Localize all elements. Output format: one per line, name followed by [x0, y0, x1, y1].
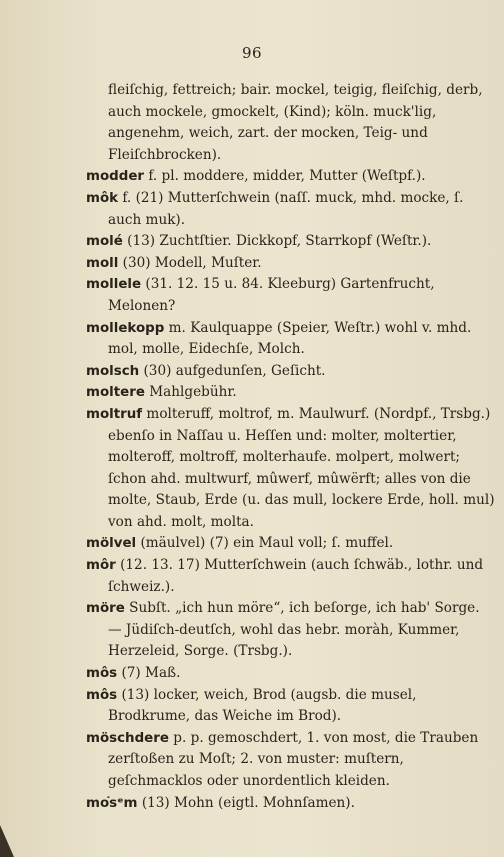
entry-text: fleiſchig, fettreich; bair. mockel, teigig, fleiſchig, derb, auch mockele, gmockelt, (Kind); köln. muck'lig, angenehm, weich, zart. der mocken, Teig- und Fleiſchbrocken). — [108, 82, 483, 163]
entry-headword: modder — [86, 169, 145, 185]
entry-text: Mahlgebühr. — [144, 384, 237, 401]
entry-text: (13) locker, weich, Brod (augsb. die musel, Brodkrume, das Weiche im Brod). — [108, 686, 417, 725]
entry-text: (13) Zuchtſtier. Dickkopf, Starrkopf (Weſtr.). — [122, 233, 432, 250]
entry-text: (7) Maß. — [117, 665, 181, 682]
dictionary-entry — [86, 188, 496, 231]
entry-text: f. pl. moddere, midder, Mutter (Weſtpf.). — [144, 168, 426, 185]
dictionary-entry — [86, 685, 496, 728]
entry-text: (13) Mohn (eigtl. Mohnſamen). — [137, 794, 355, 811]
entry-headword: molé — [86, 234, 123, 250]
dictionary-entry — [86, 728, 496, 793]
entry-headword: moll — [86, 255, 119, 271]
entry-headword: môr — [86, 558, 116, 574]
dictionary-entry — [86, 598, 496, 663]
dictionary-entry — [86, 555, 496, 598]
entry-headword: molsch — [86, 363, 140, 379]
dictionary-entry — [86, 253, 496, 275]
dictionary-entry — [86, 533, 496, 555]
entry-headword: mölvel — [86, 536, 137, 552]
page-corner-mark — [0, 807, 30, 857]
dictionary-entry — [86, 80, 496, 166]
entry-headword: mollele — [86, 277, 142, 293]
entry-headword: möschdere — [86, 730, 169, 746]
entry-text: (30) aufgedunſen, Geſicht. — [139, 362, 326, 379]
dictionary-entry — [86, 274, 496, 317]
entry-text: (31. 12. 15 u. 84. Kleeburg) Gartenfrucht, Melonen? — [108, 276, 435, 314]
entry-headword: moltere — [86, 385, 145, 401]
dictionary-entry — [86, 166, 496, 188]
dictionary-entry — [86, 663, 496, 685]
entry-text: Subſt. „ich hun möre“, ich beſorge, ich hab' Sorge. — Jüdiſch-deutſch, wohl das hebr. moràh, Kummer, Herzeleid, Sorge. (Trsbg.). — [108, 600, 480, 660]
dictionary-entry — [86, 404, 496, 534]
dictionary-entry — [86, 231, 496, 253]
entry-text: f. (21) Mutterſchwein (naſſ. muck, mhd. mocke, ſ. auch muk). — [108, 189, 464, 228]
entry-text: p. p. gemoschdert, 1. von most, die Trauben zerſtoßen zu Moſt; 2. von muster: muſtern, geſchmacklos oder unordentlich kleiden. — [108, 729, 479, 789]
entry-text: (12. 13. 17) Mutterſchwein (auch ſchwäb., lothr. und ſchweiz.). — [108, 557, 484, 595]
entry-headword: môk — [86, 190, 119, 206]
entry-headword: môs — [86, 687, 118, 703]
entry-text: m. Kaulquappe (Speier, Weſtr.) wohl v. mhd. mol, molle, Eidechſe, Molch. — [108, 319, 472, 358]
dictionary-entry — [86, 318, 496, 361]
entry-headword: moltruf — [86, 406, 143, 422]
entry-headword: mo͘sᵉm — [86, 795, 138, 811]
dictionary-entry — [86, 382, 496, 404]
page-number: 96 — [241, 44, 263, 62]
entry-headword: môs — [86, 666, 118, 682]
entry-headword: möre — [86, 601, 125, 617]
entry-text: molteruff, moltrof, m. Maulwurf. (Nordpf., Trsbg.) ebenſo in Naſſau u. Heſſen und: molter, moltertier, molteroff, moltroff, molterhaufe. molpert, molwert; ſchon ahd. multwurf, mûwerf, mûwërft; alles von die molte, Staub, Erde (u. das mull, lockere Erde, holl. mul) von ahd. molt, molta. — [108, 405, 495, 530]
dictionary-entry — [86, 793, 496, 815]
entry-text: (30) Modell, Muſter. — [118, 254, 262, 271]
entry-text: (mäulvel) (7) ein Maul voll; ſ. muffel. — [136, 535, 394, 552]
dictionary-entries — [86, 80, 496, 814]
entry-headword: mollekopp — [86, 320, 165, 336]
dictionary-entry — [86, 361, 496, 383]
